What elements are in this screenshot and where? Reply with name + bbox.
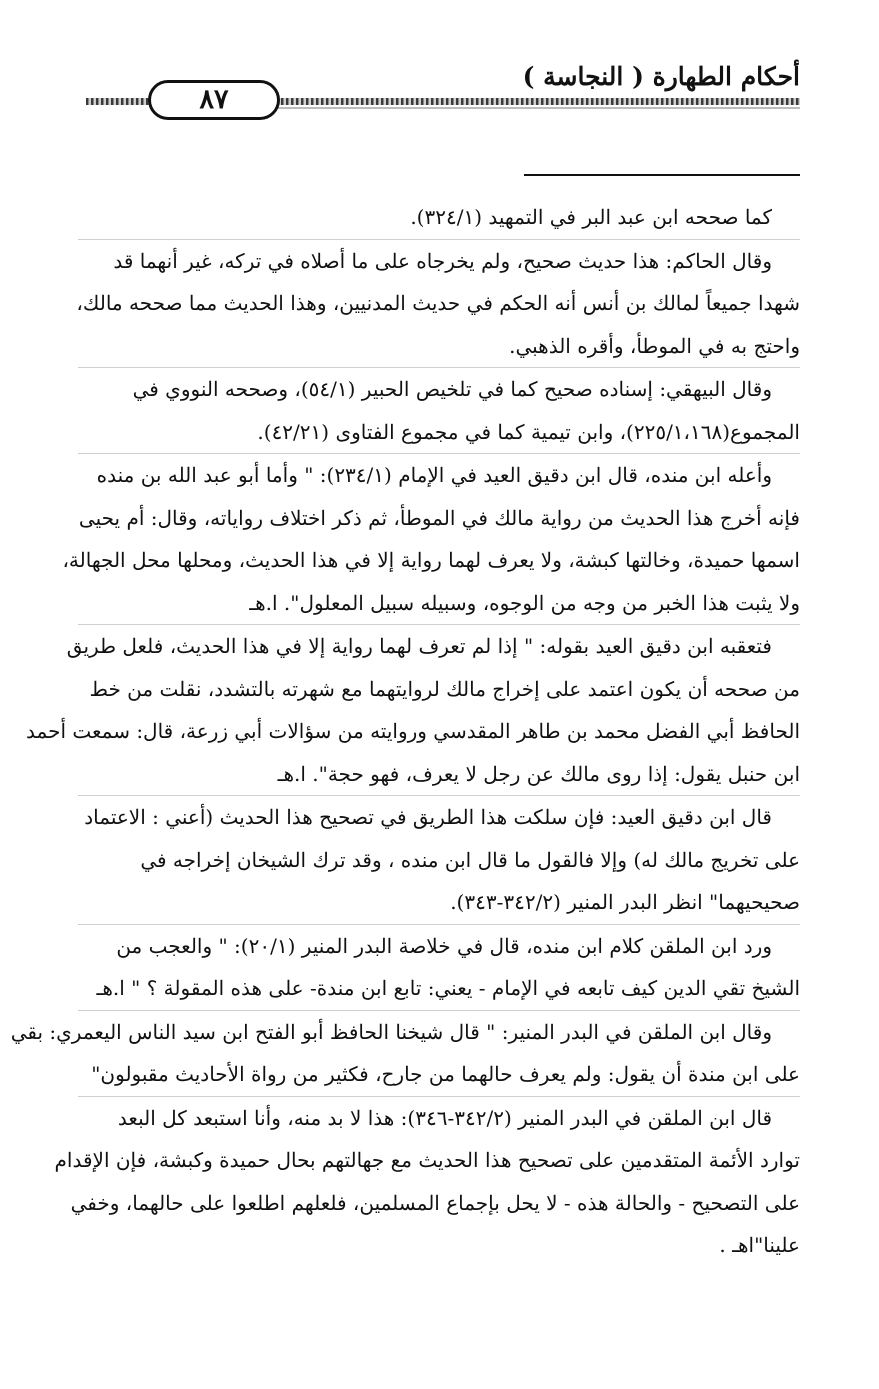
text-line: على ابن مندة أن يقول: ولم يعرف حالهما من جارح، فكثير من رواة الأحاديث مقبولون": [91, 1062, 800, 1086]
paragraph: [78, 239, 800, 368]
text-line: ابن حنبل يقول: إذا روى مالك عن رجل لا يعرف، فهو حجة". ا.هـ: [277, 761, 800, 786]
text-line: علينا"اهـ .: [719, 1233, 800, 1257]
paragraph: [78, 924, 800, 1010]
text-line: ولا يثبت هذا الخبر من وجه من الوجوه، وسبيله سبيل المعلول". ا.هـ: [249, 590, 800, 615]
footnote-rule: [524, 174, 800, 176]
text-line: المجموع(٢٢٥/١،١٦٨)، وابن تيمية كما في مجموع الفتاوى (٤٢/٢١).: [257, 419, 800, 444]
paragraph: [62, 453, 800, 624]
text-line: شهدا جميعاً لمالك بن أنس أنه الحكم في حديث المدنيين، وهذا الحديث مما صححه مالك،: [76, 291, 800, 315]
text-line: وقال ابن الملقن في البدر المنير: " قال شيخنا الحافظ أبو الفتح ابن سيد الناس اليعمري: بقي: [10, 1019, 772, 1044]
text-line: فإنه أخرج هذا الحديث من رواية مالك في الموطأ، ثم ذكر اختلاف رواياته، وقال: أم يحيى: [78, 505, 800, 530]
header-rule-thin: [226, 107, 800, 109]
text-line: على التصحيح - والحالة هذه - لا يحل بإجماع المسلمين، فلعلهم اطلعوا على حالهما، وخفي: [70, 1190, 800, 1215]
paragraph: [78, 795, 800, 924]
text-line: ورد ابن الملقن كلام ابن منده، قال في خلاصة البدر المنير (٢٠/١): " والعجب من: [116, 933, 772, 958]
text-line: قال ابن الملقن في البدر المنير (٣٤٢/٢-٣٤٦): هذا لا بد منه، وأنا استبعد كل البعد: [117, 1105, 772, 1130]
text-line: على تخريج مالك له) وإلا فالقول ما قال ابن منده ، وقد ترك الشيخان إخراجه في: [140, 847, 800, 872]
text-line: كما صححه ابن عبد البر في التمهيد (٣٢٤/١).: [410, 205, 772, 229]
text-line: فتعقبه ابن دقيق العيد بقوله: " إذا لم تعرف لهما رواية إلا في هذا الحديث، فلعل طريق: [66, 634, 772, 658]
paragraph: [26, 624, 800, 795]
text-line: الحافظ أبي الفضل محمد بن طاهر المقدسي وروايته من سؤالات أبي زرعة، قال: سمعت أحمد: [26, 719, 800, 743]
running-title: أحكام الطهارة ( النجاسة ): [522, 62, 800, 91]
text-line: من صححه أن يكون اعتمد على إخراج مالك لروايتهما مع شهرته بالتشدد، نقلت من خط: [89, 676, 800, 701]
paragraph: [54, 1096, 800, 1267]
text-line: وأعله ابن منده، قال ابن دقيق العيد في الإمام (٢٣٤/١): " وأما أبو عبد الله بن منده: [96, 463, 772, 487]
text-line: وقال البيهقي: إسناده صحيح كما في تلخيص الحبير (٥٤/١)، وصححه النووي في: [132, 377, 772, 401]
text-line: صحيحيهما" انظر البدر المنير (٣٤٢/٢-٣٤٣).: [450, 890, 800, 914]
text-line: توارد الأئمة المتقدمين على تصحيح هذا الحديث مع جهالتهم بحال حميدة وكبشة، فإن الإقدام: [54, 1148, 800, 1172]
text-line: قال ابن دقيق العيد: فإن سلكت هذا الطريق في تصحيح هذا الحديث (أعني : الاعتماد: [84, 805, 772, 829]
main-text: [10, 196, 800, 1267]
paragraph: [10, 1010, 800, 1096]
paragraph: [78, 367, 800, 453]
text-line: اسمها حميدة، وخالتها كبشة، ولا يعرف لهما رواية إلا في هذا الحديث، ومحلها محل الجهالة،: [62, 548, 800, 572]
paragraph: [78, 196, 800, 239]
text-line: وقال الحاكم: هذا حديث صحيح، ولم يخرجاه على ما أصلاه في تركه، غير أنهما قد: [113, 248, 772, 273]
page-header: [86, 58, 800, 126]
page-number: ٨٧: [148, 80, 280, 120]
text-line: الشيخ تقي الدين كيف تابعه في الإمام - يعني: تابع ابن مندة- على هذه المقولة ؟ " ا.هـ: [96, 976, 800, 1000]
text-line: واحتج به في الموطأ، وأقره الذهبي.: [509, 333, 800, 358]
